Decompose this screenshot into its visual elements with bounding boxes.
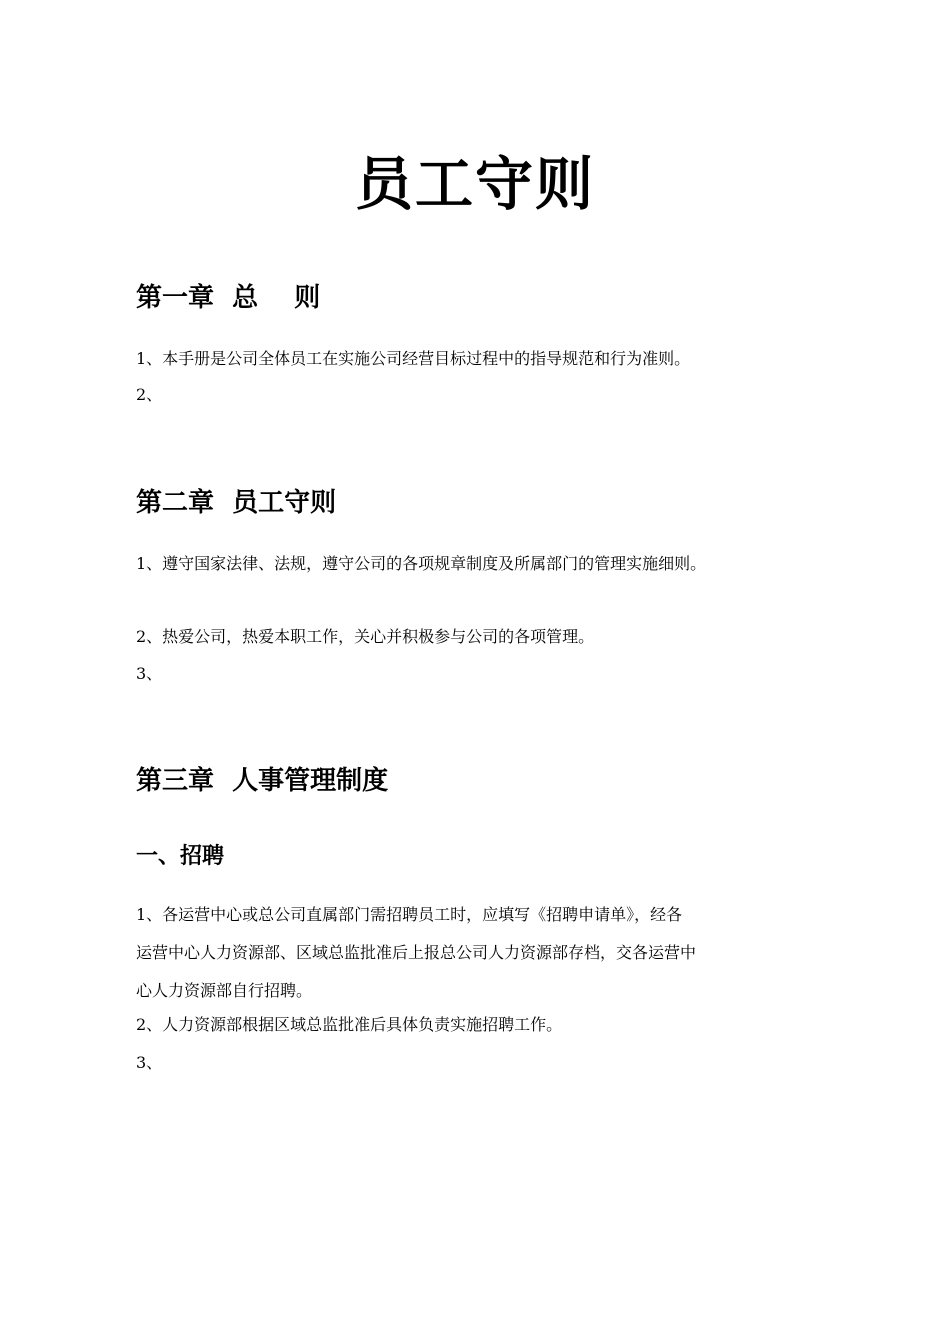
recruitment-item-2: 2、人力资源部根据区域总监批准后具体负责实施招聘工作。 (136, 1015, 563, 1034)
chapter-heading-1: 第一章 总 则 (136, 283, 321, 313)
chapter-2-item-2: 2、热爱公司，热爱本职工作，关心并积极参与公司的各项管理。 (136, 627, 595, 646)
document-title: 员工守则 (354, 150, 595, 218)
chapter-2-item-3: 3、 (136, 664, 163, 683)
recruitment-item-1 (136, 896, 826, 1010)
recruitment-item-1-line-2: 运营中心人力资源部、区域总监批准后上报总公司人力资源部存档，交各运营中 (136, 943, 697, 962)
chapter-1-item-1: 1、本手册是公司全体员工在实施公司经营目标过程中的指导规范和行为准则。 (136, 349, 691, 368)
chapter-2-item-1: 1、遵守国家法律、法规，遵守公司的各项规章制度及所属部门的管理实施细则。 (136, 554, 707, 573)
recruitment-item-1-line-1: 1、各运营中心或总公司直属部门需招聘员工时，应填写《招聘申请单》，经各 (136, 905, 683, 924)
chapter-heading-2: 第二章 员工守则 (136, 488, 337, 518)
chapter-1-item-2: 2、 (136, 385, 163, 404)
recruitment-item-3: 3、 (136, 1053, 163, 1072)
recruitment-item-1-line-3: 心人力资源部自行招聘。 (136, 981, 313, 1000)
chapter-heading-3: 第三章 人事管理制度 (136, 766, 389, 796)
section-heading-recruitment: 一、招聘 (136, 844, 225, 869)
